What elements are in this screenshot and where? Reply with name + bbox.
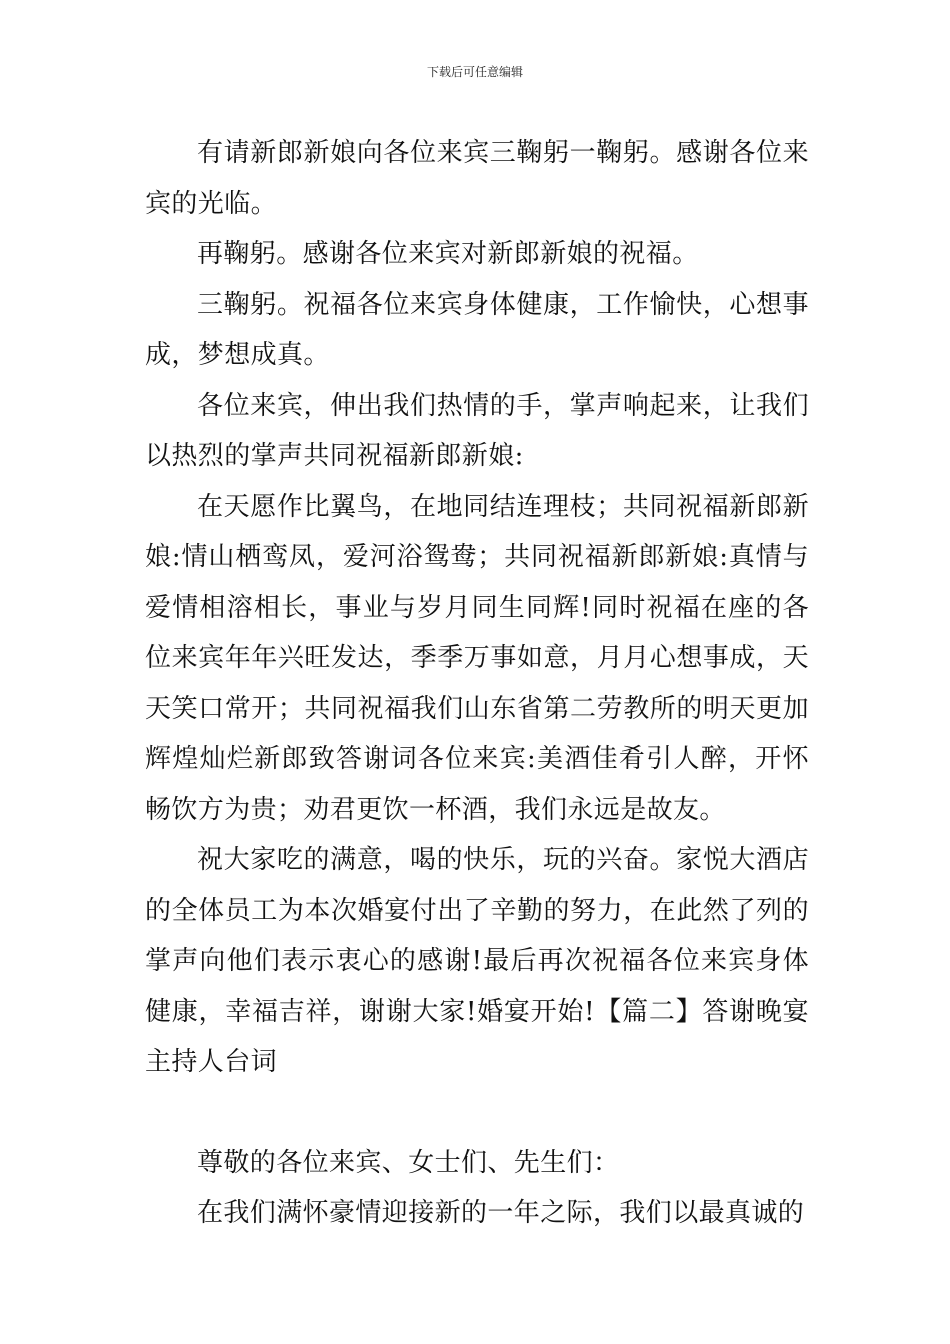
paragraph: 三鞠躬。祝福各位来宾身体健康，工作愉快，心想事成，梦想成真。 [145, 289, 809, 370]
paragraph: 再鞠躬。感谢各位来宾对新郎新娘的祝福。 [197, 239, 699, 269]
page-header: 下载后可任意编辑 [426, 65, 523, 79]
paragraph: 在天愿作比翼鸟，在地同结连理枝；共同祝福新郎新娘:情山栖鸾凤，爱河浴鸳鸯；共同祝福新郎新娘:真情与爱情相溶相长，事业与岁月同生同辉!同时祝福在座的各位来宾年年兴旺发达，季季万事如意，月月心想事成，天天笑口常开；共同祝福我们山东省第二劳教所的明天更加辉煌灿烂新郎致答谢词各位来宾:美酒佳肴引人醉，开怀畅饮方为贵；劝君更饮一杯酒，我们永远是故友。 [145, 491, 809, 825]
paragraph: 各位来宾，伸出我们热情的手，掌声响起来，让我们以热烈的掌声共同祝福新郎新娘: [145, 390, 809, 471]
paragraph: 祝大家吃的满意，喝的快乐，玩的兴奋。家悦大酒店的全体员工为本次婚宴付出了辛勤的努力，在此然了列的掌声向他们表示衷心的感谢!最后再次祝福各位来宾身体健康，幸福吉祥，谢谢大家!婚宴开始!【篇二】答谢晚宴主持人台词 [145, 845, 809, 1077]
paragraph: 在我们满怀豪情迎接新的一年之际，我们以最真诚的 [197, 1198, 805, 1228]
paragraph: 有请新郎新娘向各位来宾三鞠躬一鞠躬。感谢各位来宾的光临。 [145, 138, 809, 219]
blank-line [145, 1088, 809, 1138]
paragraph: 尊敬的各位来宾、女士们、先生们： [197, 1147, 620, 1178]
document-body [145, 128, 809, 1239]
